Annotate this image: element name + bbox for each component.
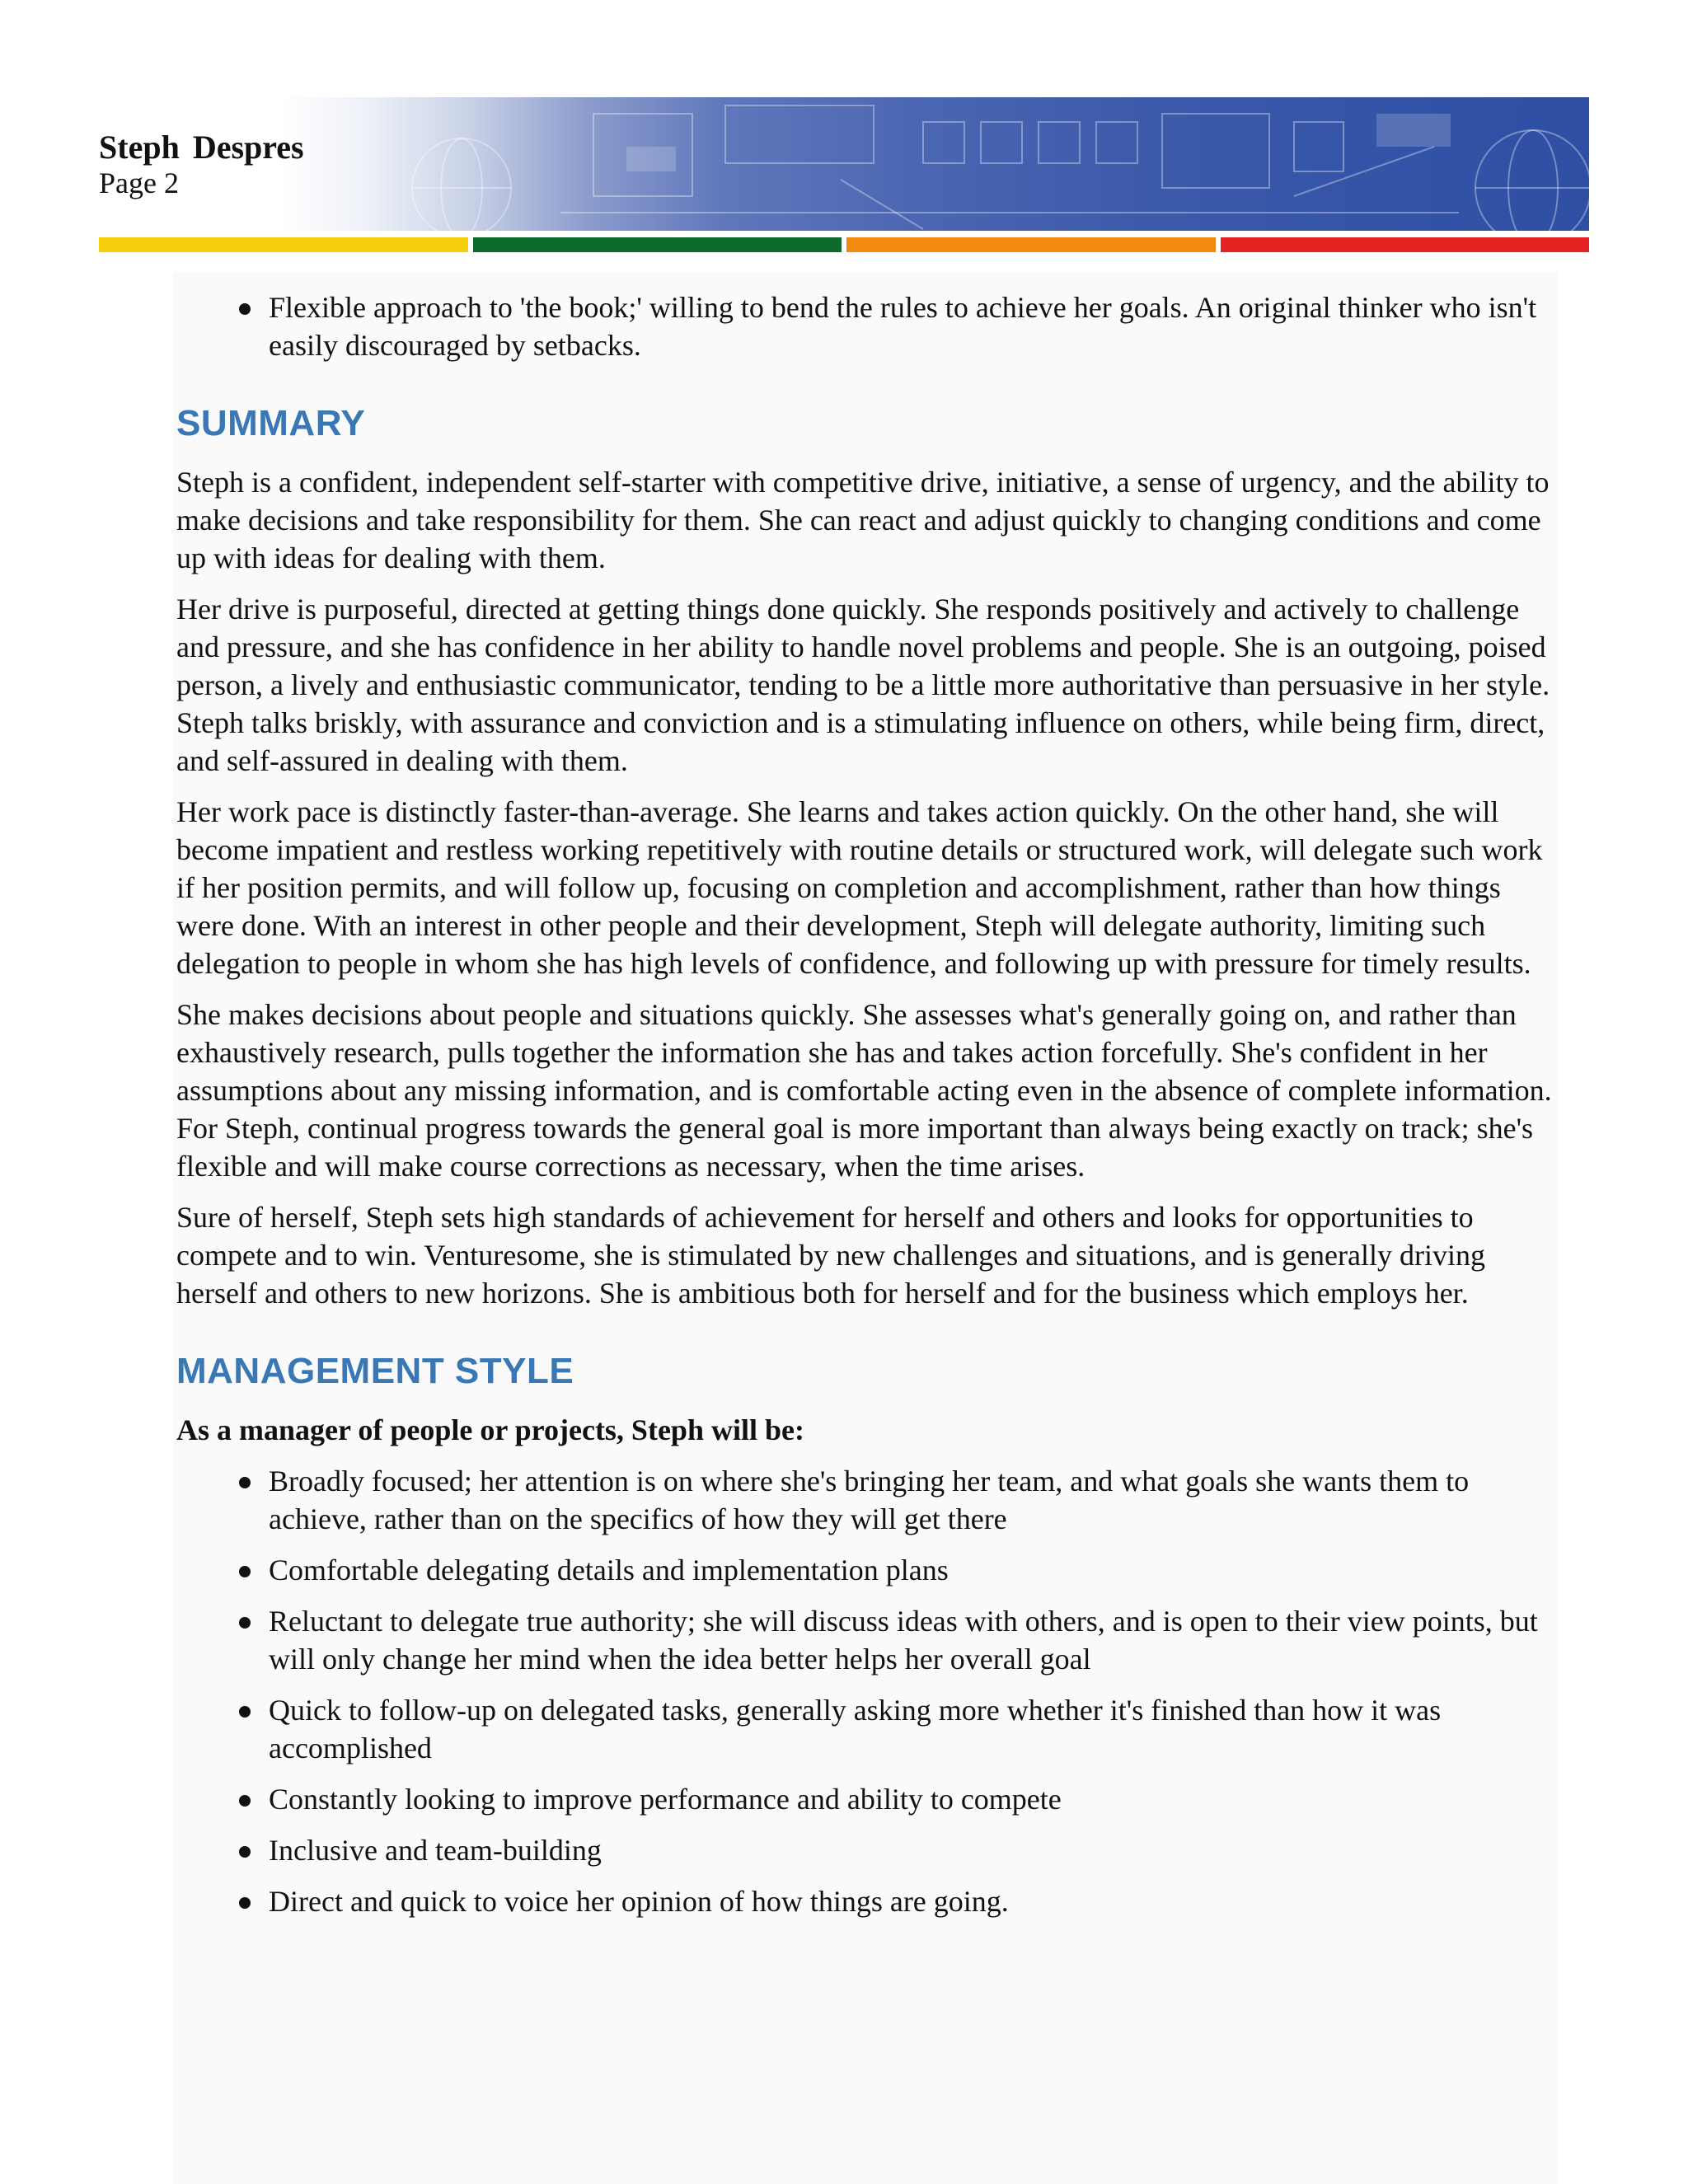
list-item <box>269 1551 1561 1589</box>
header-banner <box>99 97 1589 231</box>
management-bullets <box>176 1462 1561 1920</box>
bullet-icon <box>239 1617 251 1629</box>
page-number: Page 2 <box>99 166 179 199</box>
bullet-icon <box>239 1897 251 1909</box>
list-item <box>269 1831 1561 1869</box>
list-item <box>269 1780 1561 1818</box>
stripe-orange <box>846 237 1216 252</box>
stripe-green <box>473 237 842 252</box>
bullet-icon <box>239 1795 251 1807</box>
management-style-heading: MANAGEMENT STYLE <box>176 1351 574 1391</box>
list-item <box>269 1691 1561 1767</box>
bullet-icon <box>239 1846 251 1858</box>
color-stripes <box>99 237 1589 252</box>
banner-collage-art <box>99 97 1589 231</box>
list-item <box>269 1882 1561 1920</box>
list-item-text: Quick to follow-up on delegated tasks, generally asking more whether it's finished than how it was accomplished <box>269 1694 1442 1765</box>
list-item-text: Flexible approach to 'the book;' willing to bend the rules to achieve her goals. An original thinker who isn't easily discouraged by setbacks. <box>269 291 1537 362</box>
list-item-text: Constantly looking to improve performance and ability to compete <box>269 1783 1062 1816</box>
summary-paragraph: Her drive is purposeful, directed at getting things done quickly. She responds positively and actively to challenge and pressure, and she has confidence in her ability to handle novel problems and people. She is an outgoing, poised person, a lively and enthusiastic communicator, tending to be a little more authoritative than persuasive in her style. Steph talks briskly, with assurance and conviction and is a stimulating influence on others, while being firm, direct, and self-assured in dealing with them. <box>176 593 1550 777</box>
list-item <box>269 1462 1561 1538</box>
list-item <box>269 288 1561 364</box>
summary-heading: SUMMARY <box>176 403 366 443</box>
page-header <box>99 97 1589 231</box>
summary-paragraph: Sure of herself, Steph sets high standards of achievement for herself and others and looks for opportunities to compete and to win. Venturesome, she is stimulated by new challenges and situations, and is generally driving herself and others to new horizons. She is ambitious both for herself and for the business which employs her. <box>176 1201 1485 1310</box>
stripe-red <box>1221 237 1590 252</box>
list-item-text: Reluctant to delegate true authority; she will discuss ideas with others, and is open to their view points, but will only change her mind when the idea better helps her overall goal <box>269 1605 1538 1675</box>
header-name-block <box>99 129 304 199</box>
summary-paragraph: Her work pace is distinctly faster-than-average. She learns and takes action quickly. On the other hand, she will become impatient and restless working repetitively with routine details or structured work, will delegate such work if her position permits, and will follow up, focusing on completion and accomplishment, rather than how things were done. With an interest in other people and their development, Steph will delegate authority, limiting such delegation to people in whom she has high levels of confidence, and following up with pressure for timely results. <box>176 795 1543 980</box>
person-name: Steph Despres <box>99 129 304 166</box>
summary-paragraph: Steph is a confident, independent self-starter with competitive drive, initiative, a sense of urgency, and the ability to make decisions and take responsibility for them. She can react and adjust quickly to changing conditions and come up with ideas for dealing with them. <box>176 466 1550 574</box>
document-body <box>176 288 1561 1933</box>
list-item-text: Broadly focused; her attention is on where she's bringing her team, and what goals she wants them to achieve, rather than on the specifics of how they will get there <box>269 1465 1470 1535</box>
bullet-icon <box>239 1706 251 1718</box>
list-item <box>269 1602 1561 1678</box>
bullet-icon <box>239 1566 251 1577</box>
stripe-yellow <box>99 237 468 252</box>
list-item-text: Comfortable delegating details and implementation plans <box>269 1554 949 1586</box>
management-lead: As a manager of people or projects, Steph will be: <box>176 1413 804 1446</box>
list-item-text: Inclusive and team-building <box>269 1834 602 1867</box>
summary-paragraph: She makes decisions about people and situations quickly. She assesses what's generally going on, and rather than exhaustively research, pulls together the information she has and takes action forcefully. She's confident in her assumptions about any missing information, and is comfortable acting even in the absence of complete information. For Steph, continual progress towards the general goal is more important than always being exactly on track; she's flexible and will make course corrections as necessary, when the time arises. <box>176 998 1552 1183</box>
bullet-icon <box>239 303 251 315</box>
continued-bullets <box>176 288 1561 364</box>
list-item-text: Direct and quick to voice her opinion of how things are going. <box>269 1885 1009 1918</box>
bullet-icon <box>239 1477 251 1488</box>
